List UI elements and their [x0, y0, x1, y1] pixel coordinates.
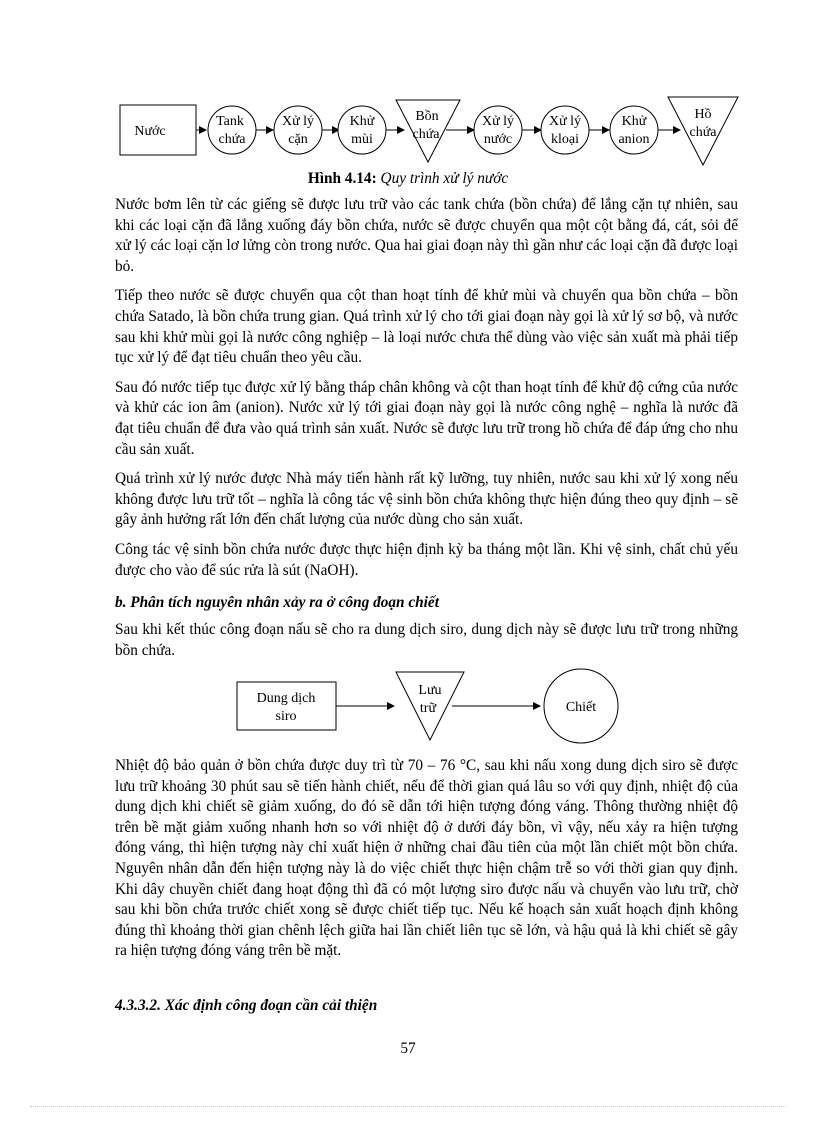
node-label: mùi [351, 132, 373, 147]
node-label: Nước [134, 124, 166, 139]
node-label: Khử [349, 114, 375, 129]
paragraph: Công tác vệ sinh bồn chứa nước được thực hiện định kỳ ba tháng một lần. Khi vệ sinh, chất chủ yếu được cho vào để súc rửa là sút (NaOH). [115, 540, 738, 579]
node-label: anion [618, 132, 650, 147]
node-label: Xử lý [281, 114, 315, 129]
node-label: Xử lý [481, 114, 515, 129]
paragraph: Sau đó nước tiếp tục được xử lý bằng tháp chân không và cột than hoạt tính để khử độ cứng của nước và khử các ion âm (anion). Nước xử lý tới giai đoạn này gọi là nước công nghệ – nghĩa là nước đã đạt tiêu chuẩn để đưa vào quá trình sản xuất. Nước sẽ được lưu trữ trong hồ chứa để đáp ứng cho nhu cầu sản xuất. [115, 378, 738, 458]
storage-label: Lưu [418, 683, 442, 698]
paragraph: Sau khi kết thúc công đoạn nấu sẽ cho ra dung dịch siro, dung dịch này sẽ được lưu trữ trong những bồn chứa. [115, 621, 738, 659]
paragraph: Nhiệt độ bảo quản ở bồn chứa được duy trì từ 70 – 76 °C, sau khi nấu xong dung dịch siro sẽ được lưu trữ khoảng 30 phút sau sẽ tiến hành chiết, nếu để thời gian quá lâu so với quy định, nhiệt độ của dung dịch khi chiết sẽ giảm xuống, do đó sẽ dẫn tới hiện tượng đóng váng. Thông thường nhiệt độ trên bề mặt giảm xuống nhanh hơn so với nhiệt độ ở dưới đáy bồn, vì vậy, nếu xảy ra hiện tượng đóng váng, thì hiện tượng này chỉ xuất hiện ở những chai đầu tiên của một lần chiết một bồn chứa. Nguyên nhân dẫn đến hiện tượng này là do việc chiết thực hiện chậm trễ so với thời gian quy định. Khi dây chuyền chiết đang hoạt động thì đã có một lượng siro được nấu và chuyển vào lưu trữ, chờ sau khi bồn chứa trước chiết xong sẽ được chiết tiếp tục. Nếu kế hoạch sản xuất hoạch định không đúng thì khoảng thời gian chênh lệch giữa hai lần chiết liên tục sẽ lớn, và hậu quả là khi chiết sẽ gây ra hiện tượng đóng váng trên bề mặt. [115, 757, 738, 960]
footer-divider [30, 1106, 786, 1107]
caption-title: Quy trình xử lý nước [380, 170, 509, 187]
body-text-bottom [115, 756, 738, 962]
node-label: Hồ [694, 107, 712, 122]
node-label: Khử [621, 114, 647, 129]
caption-label: Hình 4.14: [307, 170, 377, 187]
water-treatment-diagram [0, 0, 816, 175]
body-text-top [115, 195, 738, 581]
node-label: cặn [288, 132, 308, 147]
figure-caption [0, 170, 816, 188]
node-label: nước [483, 132, 513, 147]
syrup-box-label: Dung dịch [256, 691, 316, 706]
node-label: chứa [689, 125, 717, 140]
node-label: Tank [216, 114, 244, 129]
body-text-mid [115, 620, 738, 661]
node-label: kloại [551, 132, 579, 147]
subsection-heading: b. Phân tích nguyên nhân xảy ra ở công đoạn chiết [115, 594, 439, 611]
paragraph: Quá trình xử lý nước được Nhà máy tiến hành rất kỹ lưỡng, tuy nhiên, nước sau khi xử lý xong nếu không được lưu trữ tốt – nghĩa là công tác vệ sinh bồn chứa không thực hiện đúng theo quy định – sẽ gây ảnh hưởng rất lớn đến chất lượng của nước dùng cho sản xuất. [115, 470, 738, 529]
paragraph: Nước bơm lên từ các giếng sẽ được lưu trữ vào các tank chứa (bồn chứa) để lắng cặn tự nhiên, sau khi các loại cặn đã lắng xuống đáy bồn chứa, nước sẽ được chuyển qua một cột bằng đá, cát, sỏi để xử lý các loại cặn lơ lửng còn trong nước. Qua hai giai đoạn này thì gần như các loại cặn đã được loại bỏ. [115, 196, 739, 275]
storage-label: trữ [419, 701, 437, 716]
node-label: chứa [412, 127, 440, 142]
syrup-box-label: siro [275, 709, 297, 724]
section-heading: 4.3.3.2. Xác định công đoạn cần cải thiện [115, 997, 378, 1014]
node-label: chứa [218, 132, 246, 147]
paragraph: Tiếp theo nước sẽ được chuyển qua cột than hoạt tính để khử mùi và chuyển qua bồn chứa – bồn chứa Satado, là bồn chứa trung gian. Quá trình xử lý cho tới giai đoạn này gọi là xử lý sơ bộ, và nước sau khi khử mùi gọi là nước công nghiệp – là loại nước chưa thể dùng vào việc sản xuất mà phải tiếp tục xử lý để đạt tiêu chuẩn theo yêu cầu. [115, 287, 738, 367]
node-label: Xử lý [548, 114, 582, 129]
page-number: 57 [400, 1040, 416, 1057]
syrup-flow-diagram [0, 660, 816, 750]
node-label: Bồn [415, 109, 439, 124]
extraction-label: Chiết [565, 700, 597, 715]
